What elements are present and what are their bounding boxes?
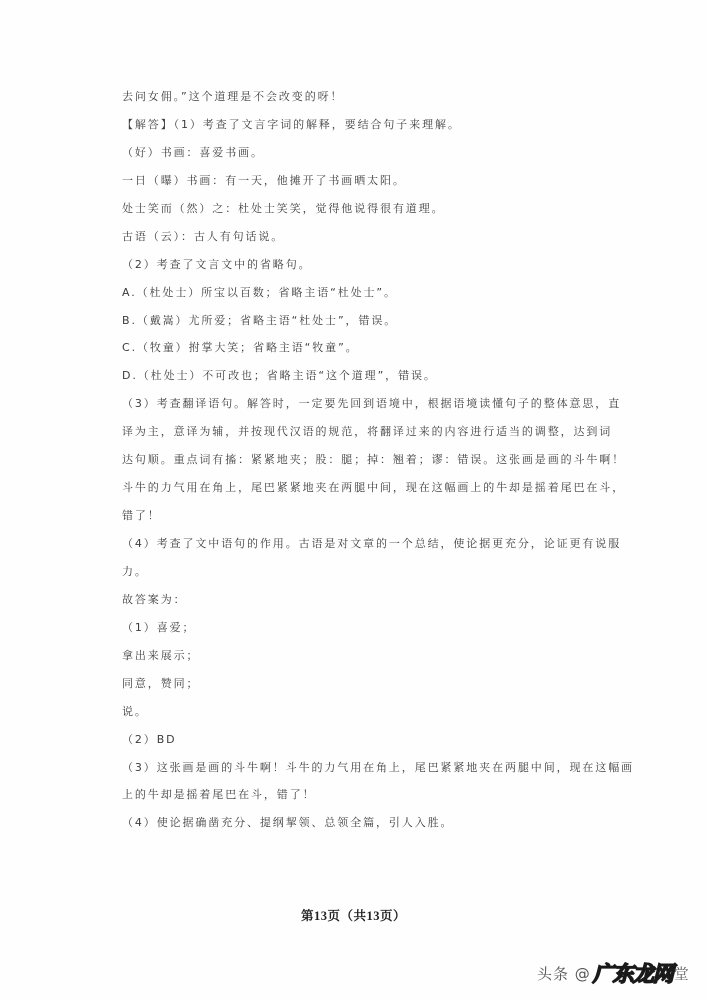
text-line: （2）考查了文言文中的省略句。 [122,257,312,271]
watermark-overlay-logo: 广东龙网 [592,962,673,986]
option-b-line: B.（戴嵩）尤所爱；省略主语“杜处士”，错误。 [122,313,398,327]
text-line: （4）考查了文中语句的作用。古语是对文章的一个总结，使论据更充分，论证更有说服 [122,537,622,550]
option-d-line: D.（杜处士）不可改也；省略主语“这个道理”，错误。 [122,369,437,383]
answer-line: 上的牛却是摇着尾巴在斗，错了！ [122,788,316,802]
option-a-line: A.（杜处士）所宝以百数；省略主语“杜处士”。 [122,285,397,299]
text-line: （好）书画：喜爱书画。 [122,145,264,159]
text-line: 斗牛的力气用在角上，尾巴紧紧地夹在两腿中间，现在这幅画上的牛却是摇着尾巴在斗， [122,481,626,495]
answer-line: （1）喜爱； [122,620,196,634]
text-line: 译为主，意译为辅，并按现代汉语的规范，将翻译过来的内容进行适当的调整，达到词 [122,425,613,439]
answer-line: 拿出来展示； [122,648,200,662]
text-line: 力。 [122,564,148,578]
page-number-footer: 第13页（共13页） [300,909,406,923]
text-line: 古语（云）：古人有句话说。 [122,229,285,243]
solution-heading-line: 【解答】（1）考查了文言字词的解释，要结合句子来理解。 [122,117,461,131]
answer-line: 说。 [122,704,148,718]
answer-line: （4）使论据确凿充分、提纲挈领、总领全篇，引人入胜。 [122,816,454,830]
answer-explanation-text [122,83,642,837]
option-c-line: C.（牧童）拊掌大笑；省略主语“牧童”。 [122,341,359,355]
answer-line: （2）BD [122,732,177,746]
answer-line: 同意，赞同； [122,676,200,690]
text-line: 去问女佣。”这个道理是不会改变的呀！ [122,90,344,103]
watermark-suffix: 堂 [673,964,689,983]
watermark [537,960,689,986]
watermark-prefix: 头条 @ [537,964,591,983]
text-line: （3）考查翻译语句。解答时，一定要先回到语境中，根据语境读懂句子的整体意思，直 [122,397,622,411]
text-line: 一日（曝）书画：有一天，他摊开了书画晒太阳。 [122,173,406,187]
answer-heading-line: 故答案为： [122,592,187,606]
answer-line: （3）这张画是画的斗牛啊！斗牛的力气用在角上，尾巴紧紧地夹在两腿中间，现在这幅画 [122,760,634,774]
text-line: 达句顺。重点词有搐：紧紧地夹；股：腿；掉：翘着；谬：错误。这张画是画的斗牛啊！ [122,453,626,467]
text-line: 错了！ [122,509,161,523]
text-line: 处士笑而（然）之：杜处士笑笑，觉得他说得很有道理。 [122,201,445,215]
